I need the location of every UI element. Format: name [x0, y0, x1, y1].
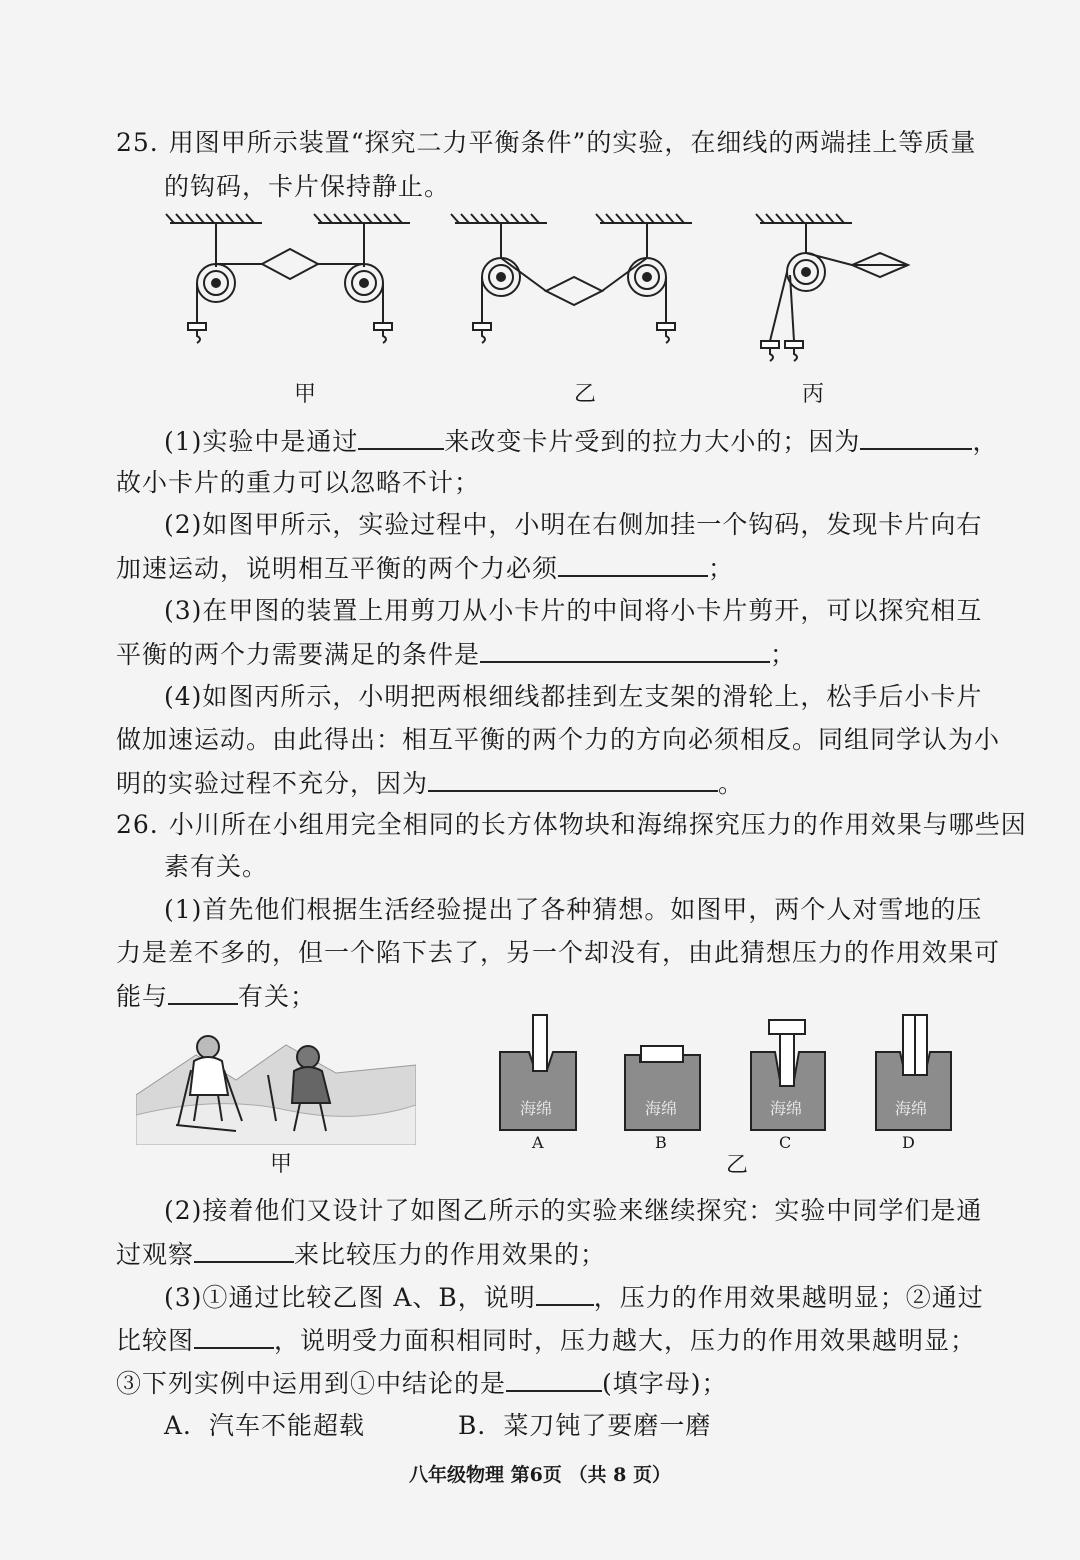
q25-part1-line1: (1)实验中是通过 来改变卡片受到的拉力大小的；因为 ，	[164, 424, 998, 459]
sponge-letter-a: A	[532, 1133, 544, 1152]
q25-part3-line1: (3)在甲图的装置上用剪刀从小卡片的中间将小卡片剪开，可以探究相互	[164, 596, 983, 625]
fig26-label-yi: 乙	[726, 1153, 749, 1178]
figure-yi	[451, 214, 692, 343]
q25-blank-5[interactable]	[428, 766, 718, 792]
figure-jia	[166, 214, 410, 343]
fig-label-jia: 甲	[294, 382, 317, 407]
sponge-letter-c: C	[779, 1133, 792, 1152]
fig-label-yi: 乙	[574, 382, 597, 407]
q25-part1-line2: 故小卡片的重力可以忽略不计；	[116, 468, 481, 497]
q26-number: 26.	[116, 810, 159, 839]
q26-blank-5[interactable]	[506, 1366, 602, 1392]
sponge-label-c: 海绵	[770, 1099, 803, 1118]
q25-blank-3[interactable]	[558, 551, 708, 577]
q26-part3-line3: ③下列实例中运用到①中结论的是 (填字母)；	[116, 1366, 728, 1401]
sponge-label-b: 海绵	[645, 1099, 678, 1118]
q26-blank-1[interactable]	[168, 979, 238, 1005]
q25-blank-4[interactable]	[480, 637, 770, 663]
sponge-experiments	[495, 1010, 960, 1155]
q25-part4-line3: 明的实验过程不充分，因为 。	[116, 766, 744, 801]
sponge-letter-d: D	[902, 1133, 915, 1152]
page-footer: 八年级物理 第6页 （共 8 页）	[409, 1464, 671, 1486]
q25-part3-line2: 平衡的两个力需要满足的条件是 ；	[116, 637, 796, 672]
fig26-label-jia: 甲	[270, 1152, 293, 1177]
q26-blank-4[interactable]	[194, 1323, 274, 1349]
q26-blank-3[interactable]	[536, 1280, 594, 1306]
q25-number: 25.	[116, 128, 159, 157]
q26-part1-line2: 力是差不多的，但一个陷下去了，另一个却没有，由此猜想压力的作用效果可	[116, 938, 1001, 967]
q26-part1-line3: 能与 有关；	[116, 979, 316, 1014]
fig-label-bing: 丙	[802, 382, 825, 407]
q26-option-b[interactable]: B．菜刀钝了要磨一磨	[458, 1411, 712, 1440]
q25-blank-1[interactable]	[358, 424, 444, 450]
q26-part2-line2: 过观察 来比较压力的作用效果的；	[116, 1237, 606, 1272]
q25-stem-line2: 的钩码，卡片保持静止。	[164, 172, 451, 201]
q25-part4-line2: 做加速运动。由此得出：相互平衡的两个力的方向必须相反。同组同学认为小	[116, 725, 1001, 754]
sponge-label-a: 海绵	[520, 1099, 553, 1118]
skiers-illustration	[136, 1025, 416, 1145]
q26-part1-line1: (1)首先他们根据生活经验提出了各种猜想。如图甲，两个人对雪地的压	[164, 895, 983, 924]
q25-blank-2[interactable]	[860, 424, 972, 450]
q25-part2-line1: (2)如图甲所示，实验过程中，小明在右侧加挂一个钩码，发现卡片向右	[164, 510, 983, 539]
q26-part3-line1: (3)①通过比较乙图 A、B，说明 ，压力的作用效果越明显；②通过	[164, 1280, 984, 1315]
q26-blank-2[interactable]	[194, 1237, 294, 1263]
figure-bing	[756, 214, 908, 361]
q26-stem-line2: 素有关。	[164, 852, 269, 881]
q25-part2-line2: 加速运动，说明相互平衡的两个力必须 ；	[116, 551, 734, 586]
sponge-letter-b: B	[655, 1133, 667, 1152]
q26-stem-line1: 26. 小川所在小组用完全相同的长方体物块和海绵探究压力的作用效果与哪些因	[116, 810, 1027, 839]
sponge-label-d: 海绵	[895, 1099, 928, 1118]
q26-option-a[interactable]: A．汽车不能超载	[164, 1411, 366, 1440]
q26-part2-line1: (2)接着他们又设计了如图乙所示的实验来继续探究：实验中同学们是通	[164, 1196, 983, 1225]
q25-stem-line1: 25. 用图甲所示装置“探究二力平衡条件”的实验，在细线的两端挂上等质量	[116, 128, 977, 157]
q25-part4-line1: (4)如图丙所示，小明把两根细线都挂到左支架的滑轮上，松手后小卡片	[164, 682, 983, 711]
q26-part3-line2: 比较图 ，说明受力面积相同时，压力越大，压力的作用效果越明显；	[116, 1323, 976, 1358]
